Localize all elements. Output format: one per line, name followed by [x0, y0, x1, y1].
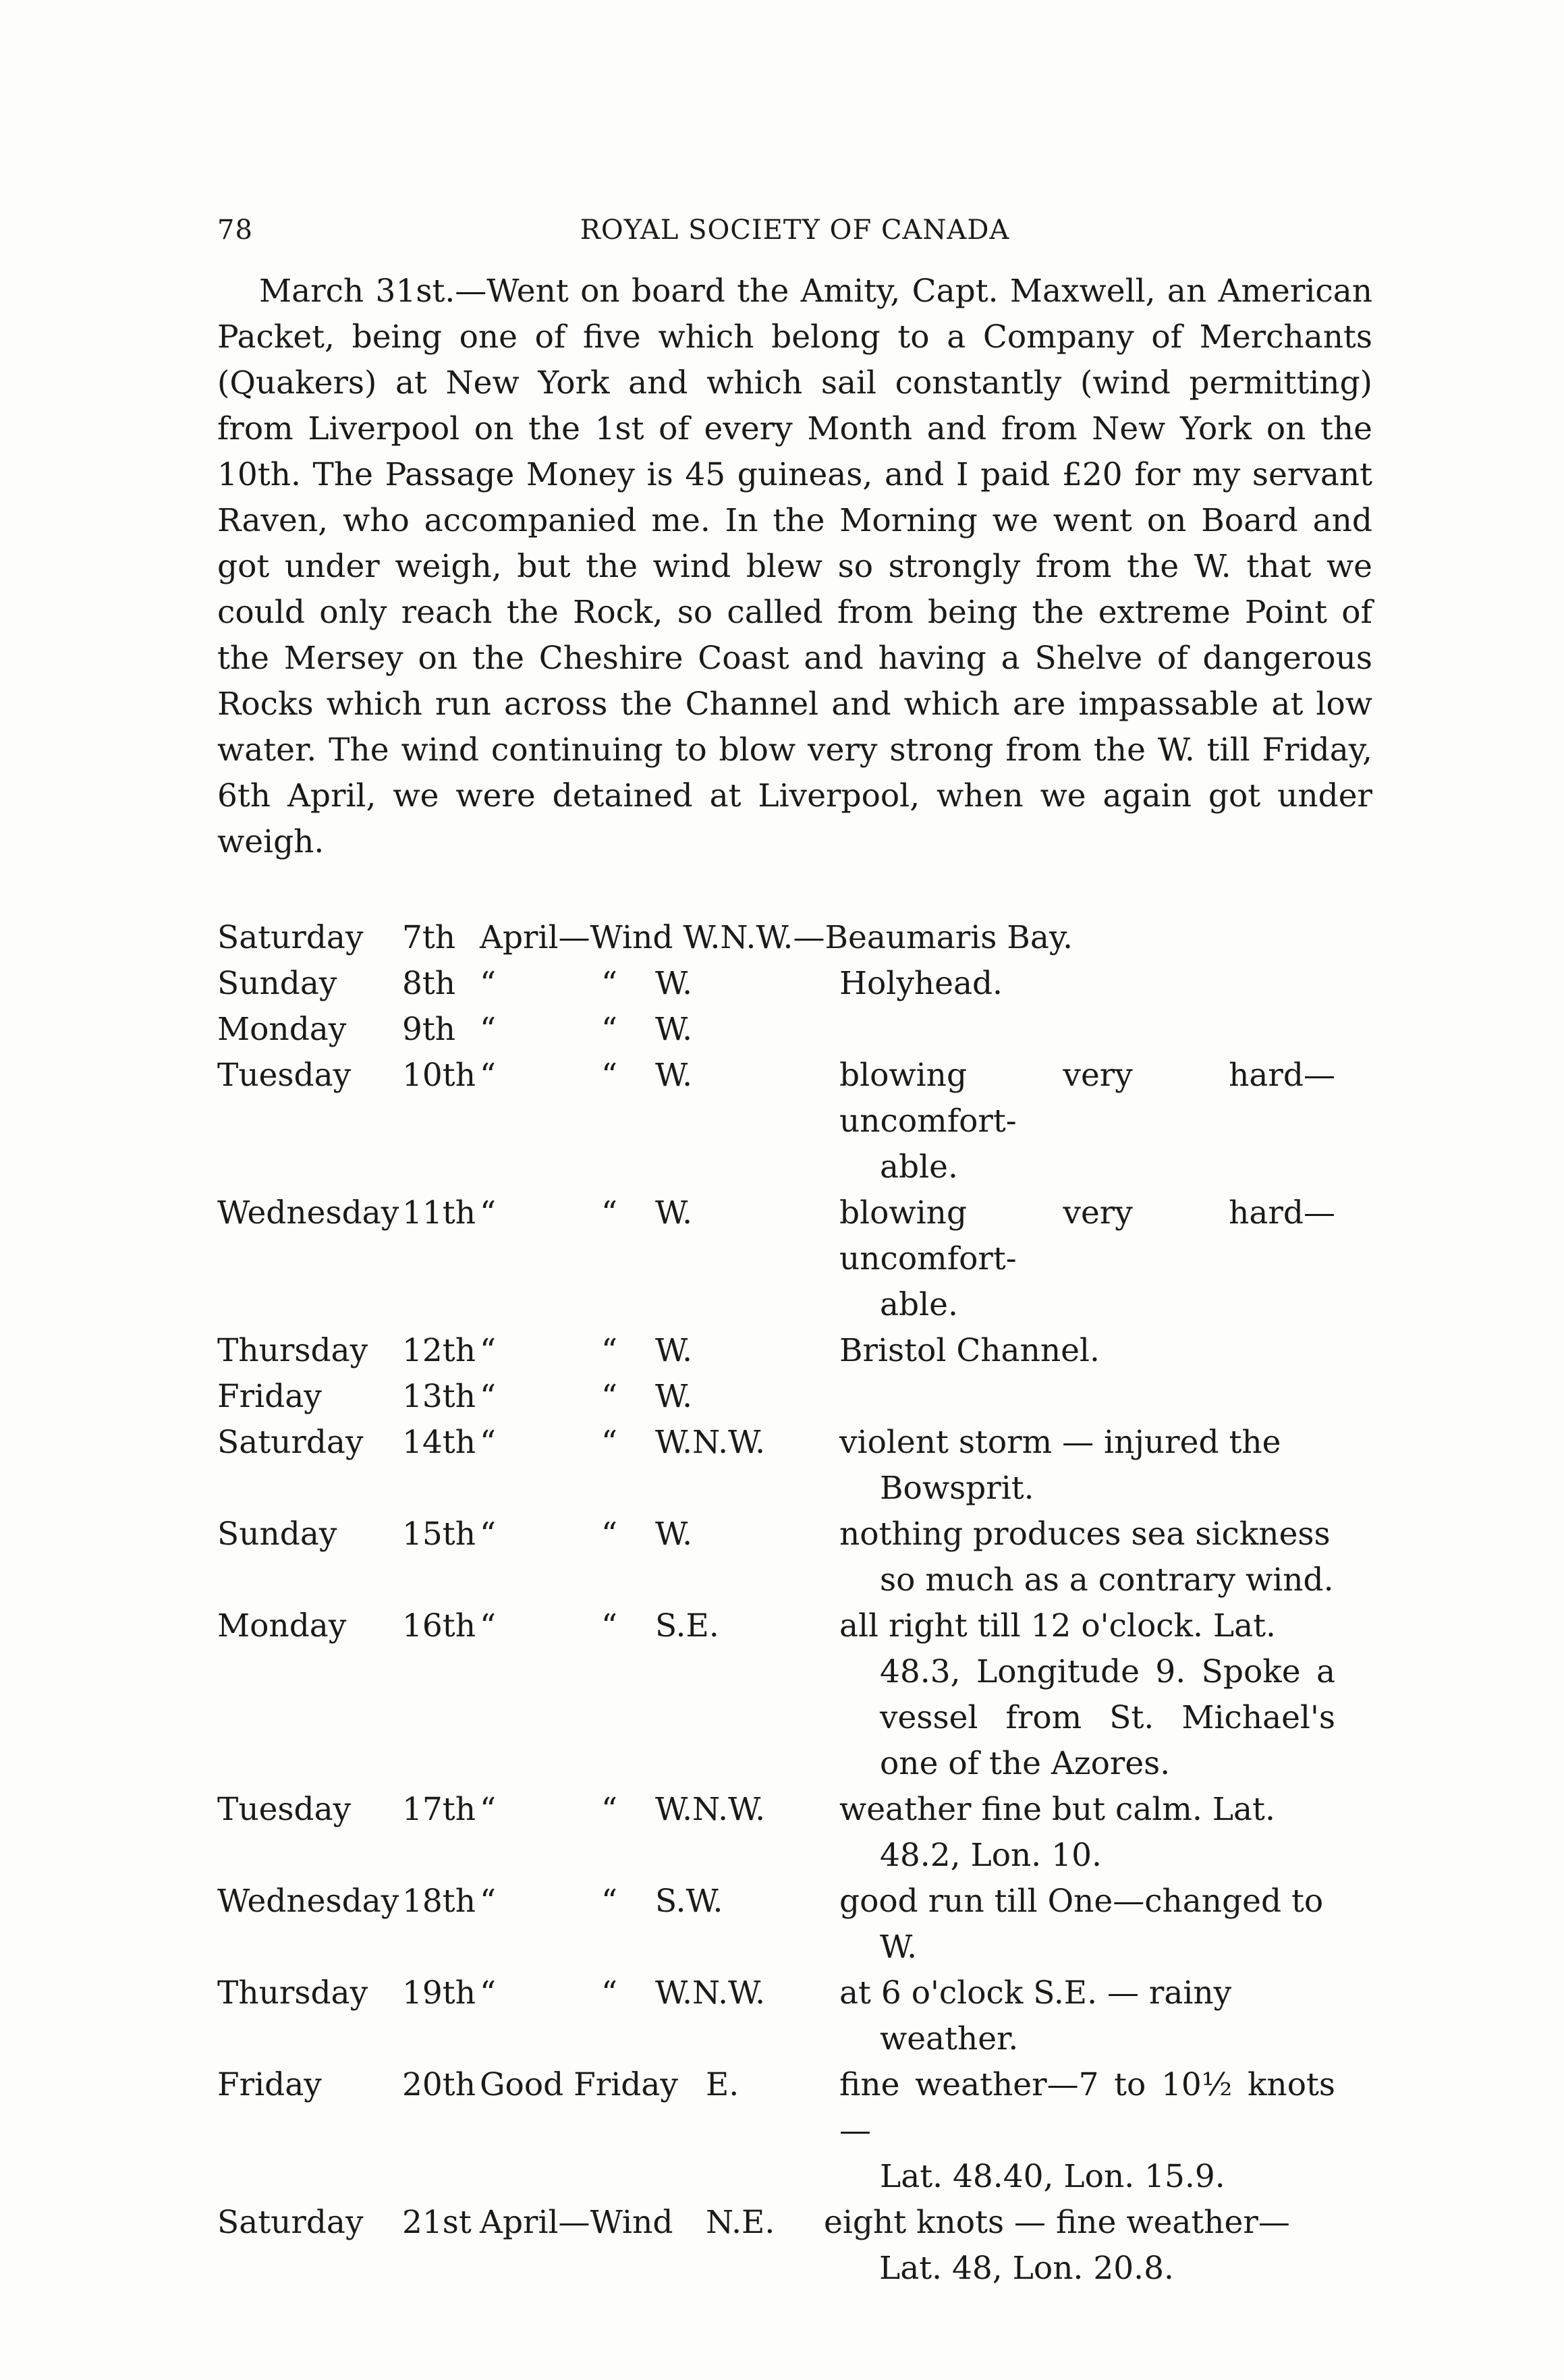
log-ditto: “: [601, 1791, 618, 1828]
log-remark: [839, 961, 1335, 1007]
log-remark-first: at 6 o'clock S.E. — rainy: [839, 1974, 1232, 2012]
log-remark-first: fine weather—7 to 10½ knots—: [839, 2066, 1335, 2149]
log-row: [217, 915, 1381, 961]
log-ditto: “: [601, 1332, 618, 1369]
log-row: [217, 1787, 1381, 1879]
log-row: [217, 961, 1381, 1007]
log-remark: [839, 1420, 1335, 1512]
log-day: Friday: [217, 1378, 322, 1415]
log-remark: [839, 2062, 1335, 2200]
log-wind: W.N.W.: [655, 1424, 766, 1461]
log-row: [217, 1374, 1381, 1420]
log-remark-first: eight knots — fine weather—: [824, 2204, 1290, 2241]
log-day: Saturday: [217, 1424, 364, 1461]
log-remark-first: blowing very hard—uncomfort-: [839, 1057, 1335, 1140]
log-ditto: “: [601, 1883, 618, 1920]
log-day: Thursday: [217, 1332, 368, 1369]
log-remark: [824, 2200, 1335, 2292]
log-wind: W.: [655, 1057, 693, 1094]
log-ditto: “: [480, 1516, 497, 1553]
log-note: Good Friday: [480, 2066, 678, 2103]
log-wind: S.W.: [655, 1883, 723, 1920]
log-day: Tuesday: [217, 1791, 352, 1828]
log-remark: [839, 1190, 1335, 1328]
log-date: 10th: [402, 1057, 476, 1094]
log-ditto: “: [601, 1057, 618, 1094]
log-remark: [839, 1374, 1335, 1420]
log-row: [217, 1879, 1381, 1970]
log-date: 11th: [402, 1194, 476, 1231]
log-ditto: “: [480, 1057, 497, 1094]
page-header: [217, 215, 1372, 255]
log-remark-first: nothing produces sea sickness: [839, 1516, 1331, 1553]
log-wind: W.: [655, 1011, 693, 1048]
log-day: Monday: [217, 1607, 347, 1644]
log-date: 19th: [402, 1974, 476, 2012]
log-ditto: “: [480, 1378, 497, 1415]
log-remark-first: violent storm — injured the: [839, 1424, 1281, 1461]
log-ditto: “: [601, 1194, 618, 1231]
log-remark-rest: able.: [880, 1149, 958, 1186]
log-remark: [839, 1053, 1335, 1190]
log-wind: W.: [655, 1516, 693, 1553]
log-ditto: “: [480, 1194, 497, 1231]
log-remark-first: blowing very hard—uncomfort-: [839, 1194, 1335, 1277]
log-remark-first: weather fine but calm. Lat.: [839, 1791, 1275, 1828]
journal-paragraph: March 31st.—Went on board the Amity, Capt. Maxwell, an American Packet, being one of five which belong to a Company of Merchants (Quakers) at New York and which sail constantly (wind permitting) from Liverpool on the 1st of every Month and from New York on the 10th. The Passage Money is 45 guineas, and I paid £20 for my servant Raven, who accompanied me. In the Morning we went on Board and got under weigh, but the wind blew so strongly from the W. that we could only reach the Rock, so called from being the extreme Point of the Mersey on the Cheshire Coast and having a Shelve of dangerous Rocks which run across the Channel and which are impassable at low water. The wind continuing to blow very strong from the W. till Friday, 6th April, we were detained at Liverpool, when we again got under weigh.: [217, 273, 1372, 860]
voyage-log: [217, 915, 1381, 2292]
log-ditto: “: [601, 965, 618, 1002]
log-date: 21st: [402, 2204, 472, 2241]
log-row: [217, 1190, 1381, 1328]
log-date: 7th: [402, 919, 456, 956]
log-date: 9th: [402, 1011, 456, 1048]
log-row: [217, 1603, 1381, 1787]
log-remark: [839, 1603, 1335, 1787]
log-entry: April—Wind W.N.W.—Beaumaris Bay.: [480, 919, 1073, 956]
log-date: 12th: [402, 1332, 476, 1369]
log-date: 15th: [402, 1516, 476, 1553]
log-day: Wednesday: [217, 1883, 399, 1920]
log-day: Friday: [217, 2066, 322, 2103]
log-day: Saturday: [217, 2204, 364, 2241]
log-ditto: “: [480, 1424, 497, 1461]
log-date: 17th: [402, 1791, 476, 1828]
log-wind: N.E.: [706, 2204, 775, 2241]
log-remark: [839, 1879, 1335, 1970]
log-ditto: “: [480, 1332, 497, 1369]
log-day: Monday: [217, 1011, 347, 1048]
log-date: 16th: [402, 1607, 476, 1644]
log-wind: W.: [655, 1378, 693, 1415]
log-wind: W.: [655, 965, 693, 1002]
log-date: 13th: [402, 1378, 476, 1415]
log-remark: [839, 1512, 1335, 1603]
log-remark-first: good run till One—changed to: [839, 1883, 1324, 1920]
log-remark: [839, 1328, 1335, 1374]
log-row: [217, 1512, 1381, 1603]
log-ditto: “: [601, 1424, 618, 1461]
log-ditto: “: [601, 1516, 618, 1553]
log-day: Sunday: [217, 965, 337, 1002]
log-ditto: “: [601, 1011, 618, 1048]
log-remark-rest: 48.2, Lon. 10.: [880, 1837, 1102, 1874]
log-row: [217, 2200, 1381, 2292]
log-wind: W.: [655, 1194, 693, 1231]
log-row: [217, 1053, 1381, 1190]
log-row: [217, 1970, 1381, 2062]
log-row: [217, 1007, 1381, 1053]
log-ditto: “: [480, 1011, 497, 1048]
log-remark-rest: W.: [880, 1929, 918, 1966]
log-ditto: “: [601, 1378, 618, 1415]
log-day: Wednesday: [217, 1194, 399, 1231]
log-remark: [839, 1787, 1335, 1879]
log-remark-rest: weather.: [880, 2020, 1019, 2057]
log-wind: W.N.W.: [655, 1974, 766, 2012]
log-wind: W.: [655, 1332, 693, 1369]
log-ditto: “: [601, 1607, 618, 1644]
log-wind: S.E.: [655, 1607, 719, 1644]
log-day: Thursday: [217, 1974, 368, 2012]
log-row: [217, 1328, 1381, 1374]
log-date: 20th: [402, 2066, 476, 2103]
log-date: 8th: [402, 965, 456, 1002]
log-wind: W.N.W.: [655, 1791, 766, 1828]
page-number: 78: [217, 215, 253, 246]
log-ditto: “: [480, 1791, 497, 1828]
log-row: [217, 1420, 1381, 1512]
log-wind: E.: [706, 2066, 739, 2103]
log-day: Tuesday: [217, 1057, 352, 1094]
log-ditto: “: [480, 1883, 497, 1920]
log-remark-rest: able.: [880, 1286, 958, 1323]
log-ditto: “: [480, 965, 497, 1002]
log-row: [217, 2062, 1381, 2200]
log-remark-rest: Lat. 48, Lon. 20.8.: [879, 2250, 1174, 2287]
log-ditto: “: [480, 1607, 497, 1644]
log-ditto: “: [480, 1974, 497, 2012]
log-remark: [839, 1970, 1335, 2062]
log-remark-rest: Lat. 48.40, Lon. 15.9.: [880, 2158, 1225, 2195]
log-remark-first: Bristol Channel.: [839, 1332, 1100, 1369]
log-remark-rest: 48.3, Longitude 9. Spoke a vessel from St. Michael's one of the Azores.: [880, 1653, 1335, 1782]
log-remark: [839, 1007, 1335, 1053]
log-date: 14th: [402, 1424, 476, 1461]
log-remark-first: Holyhead.: [839, 965, 1003, 1002]
log-day: Saturday: [217, 919, 364, 956]
log-remark-first: all right till 12 o'clock. Lat.: [839, 1607, 1276, 1644]
log-remark-rest: Bowsprit.: [880, 1470, 1034, 1507]
log-date: 18th: [402, 1883, 476, 1920]
log-note: April—Wind: [480, 2204, 673, 2241]
running-head: ROYAL SOCIETY OF CANADA: [580, 215, 1010, 246]
log-rows: [217, 961, 1381, 2062]
log-day: Sunday: [217, 1516, 337, 1553]
log-ditto: “: [601, 1974, 618, 2012]
log-remark-rest: so much as a contrary wind.: [880, 1561, 1334, 1599]
